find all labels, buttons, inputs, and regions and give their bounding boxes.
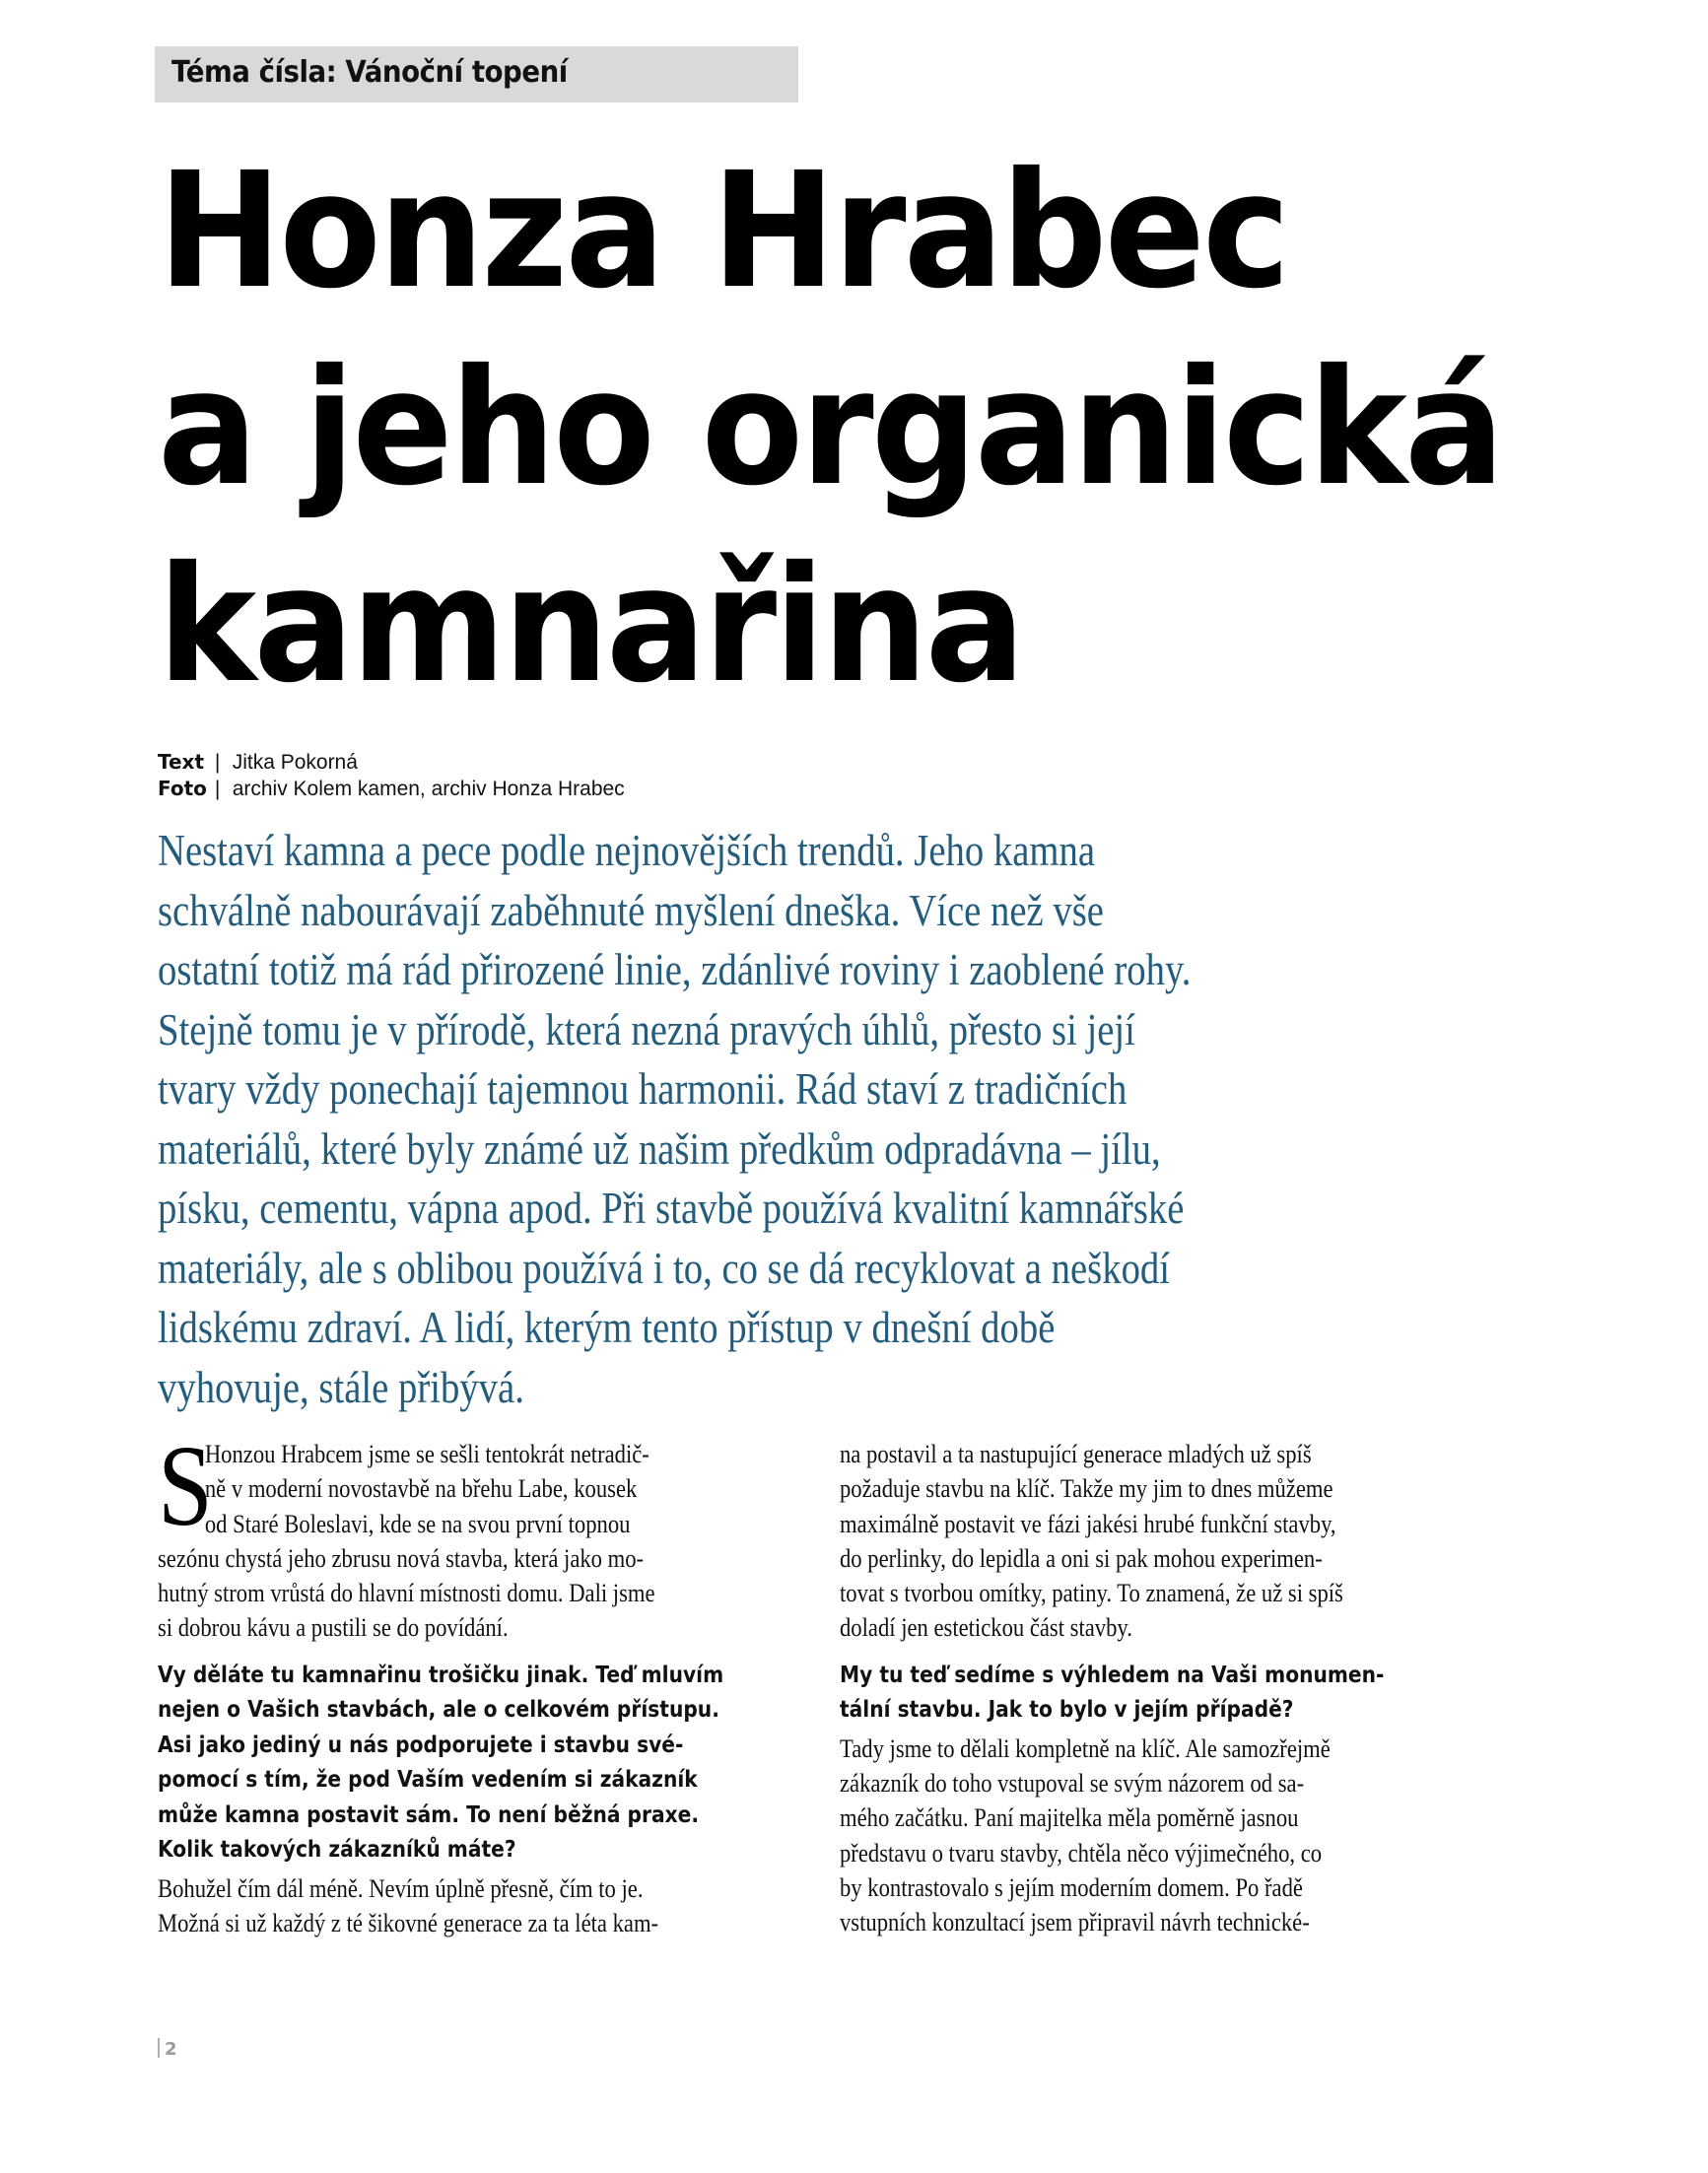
credit-value: archiv Kolem kamen, archiv Honza Hrabec: [232, 778, 625, 800]
interview-question: [840, 1658, 1480, 1728]
left-column: [158, 1437, 798, 1940]
drop-cap: S: [158, 1421, 213, 1550]
title-line: Honza Hrabec: [158, 139, 1288, 324]
page-number: [158, 2038, 177, 2060]
lead-line: ostatní totiž má rád přirozené linie, zdánlivé roviny i zaoblené rohy.: [158, 945, 1192, 994]
credit-label: Foto: [158, 777, 207, 800]
lead-line: schválně nabourávají zaběhnuté myšlení dneška. Více než vše: [158, 885, 1104, 935]
body-line: sezónu chystá jeho zbrusu nová stavba, která jako mo-: [158, 1543, 645, 1573]
interview-answer: [840, 1732, 1480, 1940]
lead-line: písku, cementu, vápna apod. Při stavbě používá kvalitní kamnářské: [158, 1184, 1185, 1233]
question-line: nejen o Vašich stavbách, ale o celkovém přístupu.: [158, 1695, 719, 1724]
body-line: ně v moderní novostavbě na břehu Labe, kousek: [204, 1474, 638, 1504]
lead-line: Stejně tomu je v přírodě, která nezná pravých úhlů, přesto si její: [158, 1004, 1135, 1054]
credit-text: [158, 749, 625, 776]
body-line: tovat s tvorbou omítky, patiny. To znamená, že už si spíš: [840, 1579, 1343, 1608]
body-line: do perlinky, do lepidla a oni si pak mohou experimen-: [840, 1543, 1323, 1573]
section-tag-label: Téma čísla: Vánoční topení: [171, 55, 568, 90]
interview-question: [158, 1658, 798, 1867]
body-line: od Staré Boleslavi, kde se na svou první topnou: [204, 1509, 631, 1538]
body-line: Tady jsme to dělali kompletně na klíč. Ale samozřejmě: [840, 1733, 1331, 1763]
credits: [158, 749, 625, 802]
lead-line: Nestaví kamna a pece podle nejnovějších trendů. Jeho kamna: [158, 826, 1096, 875]
body-line: by kontrastovalo s jejím moderním domem. Po řadě: [840, 1872, 1303, 1902]
intro-paragraph: [158, 1437, 798, 1646]
credit-label: Text: [158, 750, 205, 774]
body-line: maximálně postavit ve fázi jakési hrubé funkční stavby,: [840, 1509, 1336, 1538]
body-line: Bohužel čím dál méně. Nevím úplně přesně, čím to je.: [158, 1873, 644, 1903]
body-line: vstupních konzultací jsem připravil návrh technické-: [840, 1908, 1310, 1937]
body-line: hutný strom vrůstá do hlavní místnosti domu. Dali jsme: [158, 1579, 655, 1608]
interview-answer-continued: [840, 1437, 1480, 1646]
body-line: Možná si už každý z té šikovné generace za ta léta kam-: [158, 1909, 659, 1938]
lead-paragraph: [158, 821, 1359, 1417]
body-line: požaduje stavbu na klíč. Takže my jim to dnes můžeme: [840, 1474, 1333, 1504]
question-line: Kolik takových zákazníků máte?: [158, 1835, 516, 1864]
question-line: tální stavbu. Jak to bylo v jejím případě?: [840, 1695, 1294, 1724]
question-line: My tu teď sedíme s výhledem na Vaši monumen-: [840, 1660, 1385, 1688]
credit-separator: |: [214, 751, 221, 774]
question-line: může kamna postavit sám. To není běžná praxe.: [158, 1800, 700, 1828]
interview-answer: [158, 1871, 798, 1941]
lead-line: materiálů, které byly známé už našim předkům odpradávna – jílu,: [158, 1123, 1161, 1174]
body-line: představu o tvaru stavby, chtěla něco výjimečného, co: [840, 1838, 1323, 1867]
body-line: doladí jen estetickou část stavby.: [840, 1613, 1132, 1643]
body-line: mého začátku. Paní majitelka měla poměrně jasnou: [840, 1803, 1299, 1833]
lead-line: materiály, ale s oblibou používá i to, co se dá recyklovat a neškodí: [158, 1243, 1171, 1293]
question-line: pomocí s tím, že pod Vaším vedením si zákazník: [158, 1765, 698, 1794]
body-line: Honzou Hrabcem jsme se sešli tentokrát netradič-: [204, 1440, 649, 1468]
title-line: a jeho organická: [158, 336, 1502, 521]
question-line: Vy děláte tu kamnařinu trošičku jinak. Teď mluvím: [158, 1660, 724, 1688]
credit-value: Jitka Pokorná: [232, 751, 358, 774]
credit-separator: |: [214, 778, 221, 800]
body-line: zákazník do toho vstupoval se svým názorem od sa-: [840, 1769, 1305, 1799]
body-line: si dobrou kávu a pustili se do povídání.: [158, 1613, 509, 1643]
body-line: na postavil a ta nastupující generace mladých už spíš: [840, 1440, 1312, 1468]
credit-photo: [158, 776, 625, 802]
section-tag: [155, 46, 798, 102]
question-line: Asi jako jediný u nás podporujete i stavbu své-: [158, 1730, 684, 1758]
lead-line: tvary vždy ponechají tajemnou harmonii. Rád staví z tradičních: [158, 1064, 1127, 1114]
lead-line: lidskému zdraví. A lidí, kterým tento přístup v dnešní době: [158, 1303, 1056, 1352]
page-number-value: 2: [165, 2039, 177, 2060]
folio-separator: [158, 2038, 160, 2058]
right-column: [840, 1437, 1480, 1940]
title-line: kamnařina: [158, 533, 1023, 718]
article-title: [158, 133, 1604, 724]
lead-line: vyhovuje, stále přibývá.: [158, 1362, 524, 1412]
